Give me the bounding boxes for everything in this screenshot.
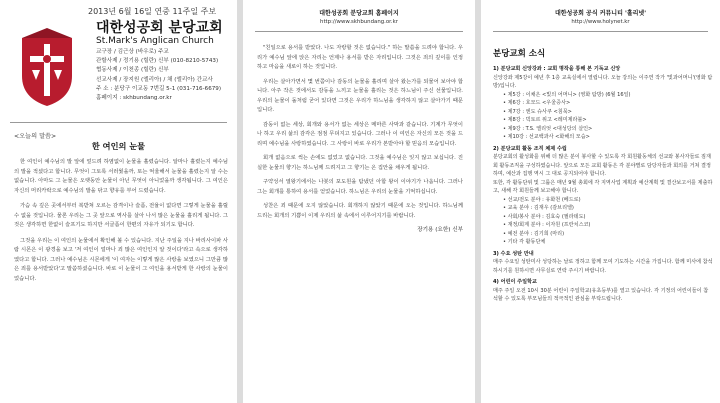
list-item: • 제8강 : 빅토르 위고 <레미제라블> (503, 116, 713, 125)
news-item-text: 매주 주일 오전 10시 30분 어린이 주일학교(유초등부)를 열고 있습니다. 각 기정의 어린이들이 참석할 수 있도록 부모님들의 적극적인 관심을 부탁드립니다. (493, 287, 709, 302)
info-line: 협동사제 / 이천종 (힐란) 신부 (96, 67, 169, 74)
sermon-paragraph: 구약성서 열왕기에서는 나봇의 포도원을 탐냈던 아합 왕이 이야기가 나옵니다. 그러나 그는 회개를 통하여 용서를 얻었습니다. 하느님은 우리의 눈물을 기억하십니다. (257, 179, 463, 195)
info-line: 교구장 / 김근상 (바우로) 주교 (96, 49, 169, 55)
sermon-paragraph: "친일으로 용서를 받았다. 나도 자랑할 것은 없습니다." 하는 말씀을 드려야 합니다. 우리가 예수님 앞에 앉은 자리는 언제나 용서를 받은 자리입니다. 그것은 죄의 깊이를 인정하고 마음을 새로이 하는 것입니다. (257, 45, 463, 70)
list-item: • 제5강 : 이채은 <빛의 어머니> (영화 탐방) (6월 16일) (503, 91, 713, 100)
divider (493, 31, 708, 32)
divider (255, 31, 463, 32)
list-item: • 사회/봉사 분야 : 김효숙 (필라데도) (503, 213, 713, 222)
bulletin-page-2 (243, 0, 475, 403)
priest-signature: 장기용 (요한) 신부 (417, 227, 463, 233)
sermon-paragraph: 회개 없음으로 썩는 손에도 없었고 없습니다. 그것을 예수님은 잊지 않고 보십니다. 진실한 눈물의 향기는 하느님께 드려지고 그 향기는 온 집안을 채우게 됩니다. (257, 155, 463, 171)
list-item: • 제9강 : T.S. 엘리엇 <대성당의 살인> (503, 125, 713, 134)
sermon-paragraph: 우리는 살아가면서 몇 번쯤이나 감동의 눈물을 흘리며 살아 왔는가를 되물어 보아야 합니다. 아주 작은 것에서도 감동을 느끼고 눈물을 흘리는 것은 하느님이 주신 선물입니다. 우리의 눈물이 돌처럼 굳어 있다면 그것은 우리가 하느님을 생각하지 않고 살아가기 때문입니다. (257, 78, 463, 113)
sermon-label: <오늘의 말씀> (14, 133, 57, 140)
info-line: 주 소 : 분당구 이교동 7번길 5-1 (031-716-6679) (96, 85, 222, 92)
sermon-paragraph: 성찬은 죄 때문에 오지 않았습니다. 회개하지 않았기 때문에 오는 것입니다. 하느님께 드리는 회개의 기쁨이 이제 우리의 삶 속에서 이루어지기를 바랍니다. (257, 203, 463, 219)
list-item: • 제10강 : 선교백과사 <화해의 모습> (503, 133, 713, 142)
sermon-continued-body (257, 44, 463, 236)
page-header: 대한성공회 분당교회 홈페이지 (319, 10, 399, 17)
news-item-title: 4) 어린이 주일학교 (493, 279, 537, 285)
news-item-title: 2) 분당교회 활동 조직 체제 수립 (493, 145, 567, 152)
sermon-paragraph: 가슴 속 깊은 곳에서부터 복받쳐 오르는 감격이나 슬픔, 전율이 없다면 그렇게 눈물을 흘릴 수 없을 것입니다. 물론 우리는 그 곳 앞으로 역사를 살아 나서 많은 눈물을 흘리게 됩니다. 그것은 생각하면 한없이 슬프기도 하지만 서글픔이 한편의 자유가 되기도 합니다. (14, 203, 228, 228)
list-item: • 기타 각 활동단체 (503, 238, 713, 247)
list-item: • 재정/회계 분야 : 이자원 (프란치스코) (503, 221, 713, 230)
sermon-title: 한 여인의 눈물 (91, 141, 146, 151)
sermon-body (14, 158, 228, 290)
sermon-paragraph: 한 여인이 예수님의 발 앞에 엎드려 하염없이 눈물을 흘렸습니다. 알마나 흘렸는지 예수님의 발을 적셨다고 합니다. 무엇이 그토록 서러웠을까, 또는 억울해서 눈물을 흘렸는지 알 수는 없습니다. 아마도 그 눈물은 오랫동안 눈물이 아닌 무엇이 아니었을까 생각됩니다. 그 여인은 자신의 머리카락으로 예수님의 발을 닦고 향유를 부어 드렸습니다. (14, 159, 228, 194)
news-item-text: 또한, 각 활동단위 및 그룹은 매년 9월 총회에 각 지역사업 계획과 예산계획 및 결산보고서를 제출하고, 새해 각 회원들께 보고해야 합니다. (493, 179, 713, 194)
news-item-text: 매주 수요일 성탄미사 성당하는 날로 정하고 함께 모여 기도하는 시간을 가집니다. 함께 미사에 참석하시기를 원하시면 사무실로 연락 주시기 바랍니다. (493, 259, 713, 274)
bulletin-page-1 (0, 0, 237, 403)
news-section-title: 분당교회 소식 (493, 49, 546, 59)
divider (10, 122, 227, 123)
news-item-text: 분당교회의 활성화를 위해 더 많은 분이 봉사할 수 있도록 각 회원활동체의 선교와 봉사자들로 짐재 회 활동조직을 구성하였습니다. 앞으로 모든 교회 활동은 각 분야별로 담당자들과 회의를 거쳐 결정하며, 예산과 집행 역시 그 대로 공지되어야 합니다. (493, 154, 711, 177)
community-link[interactable]: http://www.holynet.kr (571, 19, 630, 25)
info-line: 홈페이지 : skhbundang.or.kr (96, 95, 172, 102)
list-item: • 제6강 : 호모드 <우울증사> (503, 99, 713, 108)
bulletin-page-3 (481, 0, 720, 403)
homepage-link[interactable]: http://www.skhbundang.or.kr (320, 19, 398, 25)
church-info (96, 48, 221, 103)
news-body (493, 62, 713, 304)
list-item: • 제7강 : 엔도 슈사쿠 <침묵> (503, 108, 713, 117)
news-item-title: 3) 수요 성탄 만내 (493, 250, 534, 257)
church-name-korean: 대한성공회 분당교회 (96, 20, 223, 36)
bulletin-date: 2013년 6월 16일 연중 11주일 주보 (88, 7, 217, 16)
church-emblem-icon (18, 26, 76, 108)
role-list (503, 196, 713, 247)
info-line: 선교사제 / 장지원 (엘리아) / 채 (엘리아) 간교사 (96, 76, 213, 83)
list-item: • 예전 분야 : 김기희 (마리) (503, 230, 713, 239)
list-item: • 교육 분야 : 김재우 (감브리엘) (503, 204, 713, 213)
page-header: 대한성공회 공식 커뮤니티 '홀리넷' (554, 10, 647, 17)
church-name-english: St.Mark's Anglican Church (96, 36, 214, 46)
info-line: 관할사제 / 정기용 (힐란) 신부 (010-8210-5743) (96, 58, 219, 65)
sermon-paragraph: 그것을 우리는 이 여인의 눈물에서 확인해 볼 수 있습니다. 지난 주일을 지나 바리사이파 사람 시몬은 이 광경을 보고 '저 여인이 얼마나 죄 많은 여인인지 알 것이다'라고 속으로 생각하였다고 합니다. 그러나 예수님은 시몬에게 '이 여자는 이렇게 많은 사랑을 보였으니 그만큼 많은 죄를 용서받았다'고 말씀하셨습니다. 바로 이 눈물이 그 여인을 용서받게 한 사랑의 눈물이었습니다. (14, 237, 228, 282)
sermon-paragraph: 감동이 없는 세상, 회개와 용서가 없는 세상은 메마른 사막과 같습니다. 기계가 무엇이나 하고 우리 삶의 감각은 점점 무뎌지고 있습니다. 그러나 이 여인은 자신의 모든 것을 드리며 예수님을 사랑하였습니다. 그 사랑이 바로 우리가 본받아야 할 믿음의 모습입니다. (257, 121, 463, 147)
list-item: • 선교/전도 분야 : 유화천 (베드로) (503, 196, 713, 205)
news-item-text: 신앙강좌 제5강이 예년 후 1층 교육실에서 열립니다. 오늘 강의는 이주연 작가 '빛과어머니'(영화 탐방)입니다. (493, 74, 713, 89)
lecture-list (503, 91, 713, 142)
news-item-title: 1) 분당교회 신앙강좌 : 교회 명작을 통해 본 기독교 신앙 (493, 66, 621, 72)
